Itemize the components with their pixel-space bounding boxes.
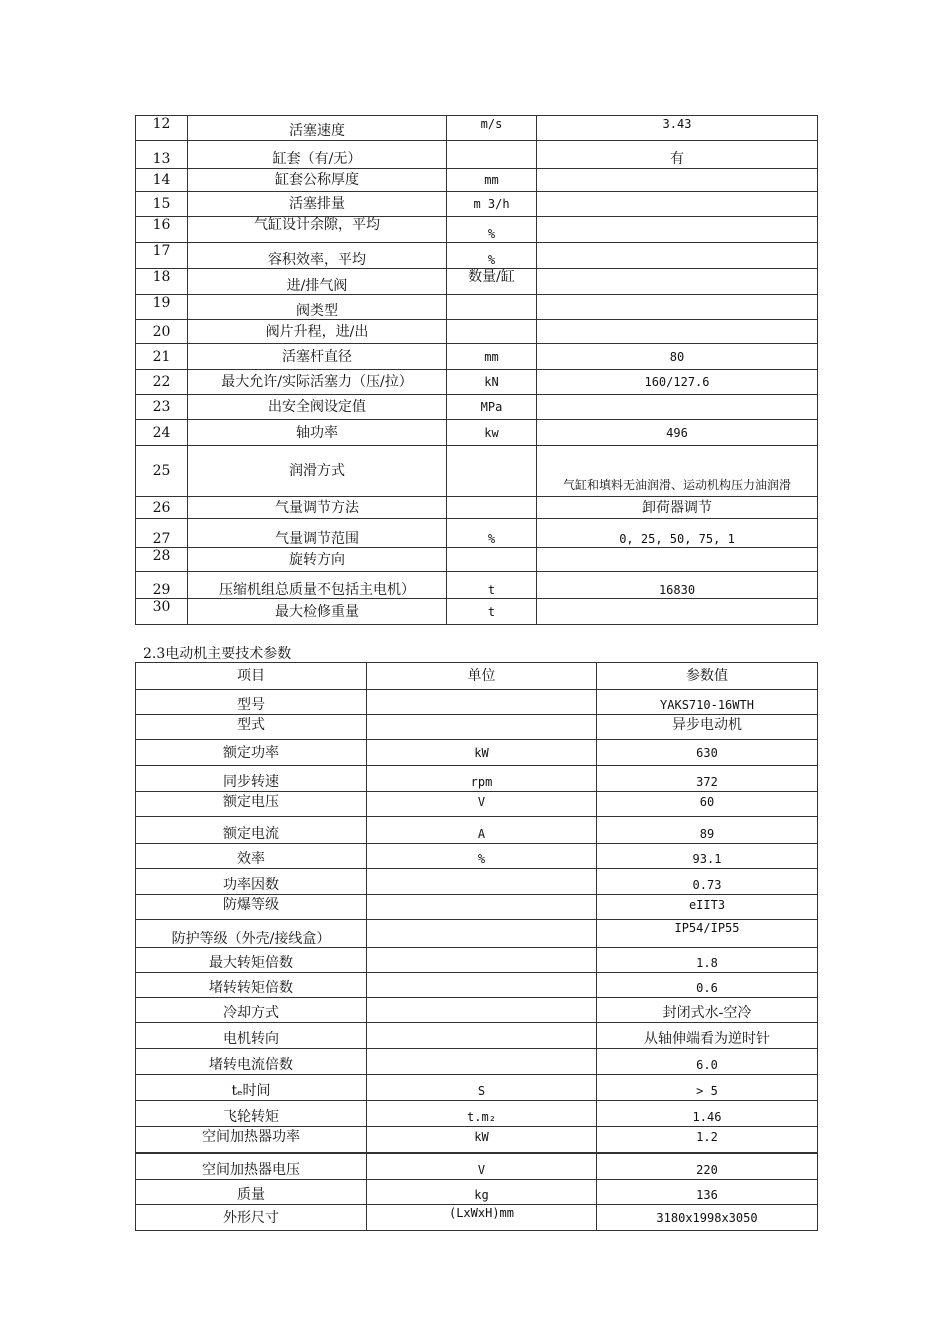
row-unit: (LxWxH)mm xyxy=(367,1205,597,1231)
row-value: 3.43 xyxy=(537,116,818,141)
row-value: 136 xyxy=(597,1180,818,1205)
table-row xyxy=(136,792,818,817)
table-row xyxy=(136,116,818,141)
row-unit xyxy=(367,948,597,973)
row-unit: m/s xyxy=(447,116,537,141)
row-unit xyxy=(447,497,537,519)
row-value xyxy=(537,599,818,625)
row-value xyxy=(537,217,818,243)
row-item: 阀类型 xyxy=(188,295,447,320)
row-item: 缸套公称厚度 xyxy=(188,169,447,192)
row-number: 30 xyxy=(136,599,188,625)
table-row xyxy=(136,141,818,169)
table-row xyxy=(136,1023,818,1049)
row-value: 220 xyxy=(597,1153,818,1180)
table-row xyxy=(136,998,818,1023)
row-value: 卸荷器调节 xyxy=(537,497,818,519)
row-unit: V xyxy=(367,1153,597,1180)
row-unit: MPa xyxy=(447,395,537,420)
row-value: 89 xyxy=(597,817,818,844)
row-value xyxy=(537,243,818,269)
row-value: 160/127.6 xyxy=(537,370,818,395)
row-unit: kw xyxy=(447,420,537,446)
row-item: 额定功率 xyxy=(136,740,367,766)
row-unit xyxy=(447,446,537,497)
table-row xyxy=(136,395,818,420)
row-unit: kW xyxy=(367,740,597,766)
table-row xyxy=(136,1153,818,1180)
row-number: 16 xyxy=(136,217,188,243)
row-item: 额定电压 xyxy=(136,792,367,817)
row-item: tₑ时间 xyxy=(136,1075,367,1101)
row-unit xyxy=(367,920,597,948)
row-value: 16830 xyxy=(537,572,818,599)
table-row xyxy=(136,320,818,344)
table-row xyxy=(136,446,818,497)
table-row xyxy=(136,869,818,895)
row-number: 17 xyxy=(136,243,188,269)
table-row xyxy=(136,519,818,548)
row-unit: S xyxy=(367,1075,597,1101)
row-unit xyxy=(367,690,597,715)
row-item: 出安全阀设定值 xyxy=(188,395,447,420)
row-item: 外形尺寸 xyxy=(136,1205,367,1231)
table-row xyxy=(136,1127,818,1153)
row-number: 15 xyxy=(136,192,188,217)
row-unit xyxy=(367,895,597,920)
row-value: 80 xyxy=(537,344,818,370)
row-item: 气缸设计余隙，平均 xyxy=(188,217,447,243)
table-row xyxy=(136,1101,818,1127)
section-caption: 2.3电动机主要技术参数 xyxy=(143,646,292,662)
table-row xyxy=(136,817,818,844)
row-item: 型式 xyxy=(136,715,367,740)
row-value xyxy=(537,320,818,344)
row-value: YAKS710-16WTH xyxy=(597,690,818,715)
table-row xyxy=(136,269,818,295)
row-item: 气量调节方法 xyxy=(188,497,447,519)
motor-parameters-table xyxy=(135,662,818,1231)
row-unit xyxy=(367,869,597,895)
table-row xyxy=(136,169,818,192)
row-item: 最大检修重量 xyxy=(188,599,447,625)
table-row xyxy=(136,920,818,948)
row-unit: % xyxy=(367,844,597,869)
table-row xyxy=(136,973,818,998)
row-value: 60 xyxy=(597,792,818,817)
row-value: 1.2 xyxy=(597,1127,818,1153)
row-item: 容积效率，平均 xyxy=(188,243,447,269)
row-item: 活塞排量 xyxy=(188,192,447,217)
row-number: 23 xyxy=(136,395,188,420)
row-value xyxy=(537,395,818,420)
header-unit: 单位 xyxy=(367,663,597,690)
row-number: 21 xyxy=(136,344,188,370)
compressor-parameters-table xyxy=(135,115,818,625)
row-unit: A xyxy=(367,817,597,844)
row-unit: V xyxy=(367,792,597,817)
row-number: 12 xyxy=(136,116,188,141)
row-number: 26 xyxy=(136,497,188,519)
table-row xyxy=(136,572,818,599)
row-item: 活塞杆直径 xyxy=(188,344,447,370)
table-row xyxy=(136,1180,818,1205)
row-item: 堵转电流倍数 xyxy=(136,1049,367,1075)
row-value: eIIT3 xyxy=(597,895,818,920)
row-unit: % xyxy=(447,243,537,269)
row-value xyxy=(537,192,818,217)
row-value: 630 xyxy=(597,740,818,766)
row-value: 1.8 xyxy=(597,948,818,973)
row-value: 封闭式水-空冷 xyxy=(597,998,818,1023)
table-row xyxy=(136,599,818,625)
row-unit xyxy=(447,548,537,572)
row-value: 1.46 xyxy=(597,1101,818,1127)
table-row xyxy=(136,497,818,519)
row-value: > 5 xyxy=(597,1075,818,1101)
row-value: 0.6 xyxy=(597,973,818,998)
row-value xyxy=(537,548,818,572)
row-unit xyxy=(367,998,597,1023)
table-row xyxy=(136,948,818,973)
row-unit xyxy=(367,973,597,998)
row-value: 气缸和填料无油润滑、运动机构压力油润滑 xyxy=(537,446,818,497)
header-item: 项目 xyxy=(136,663,367,690)
row-item: 活塞速度 xyxy=(188,116,447,141)
table-row xyxy=(136,192,818,217)
row-value xyxy=(537,295,818,320)
row-unit: t.m₂ xyxy=(367,1101,597,1127)
row-item: 最大允许/实际活塞力（压/拉） xyxy=(188,370,447,395)
row-item: 堵转转矩倍数 xyxy=(136,973,367,998)
row-value: IP54/IP55 xyxy=(597,920,818,948)
row-item: 旋转方向 xyxy=(188,548,447,572)
row-number: 29 xyxy=(136,572,188,599)
row-value: 0, 25, 50, 75, 1 xyxy=(537,519,818,548)
row-item: 最大转矩倍数 xyxy=(136,948,367,973)
row-unit: kg xyxy=(367,1180,597,1205)
row-unit: % xyxy=(447,217,537,243)
row-unit xyxy=(367,715,597,740)
row-value: 3180x1998x3050 xyxy=(597,1205,818,1231)
table-row xyxy=(136,370,818,395)
row-unit xyxy=(447,320,537,344)
row-number: 22 xyxy=(136,370,188,395)
row-value: 有 xyxy=(537,141,818,169)
row-item: 防护等级（外壳/接线盒） xyxy=(136,920,367,948)
table-row xyxy=(136,217,818,243)
row-number: 19 xyxy=(136,295,188,320)
table-row xyxy=(136,1205,818,1231)
table-row xyxy=(136,344,818,370)
header-value: 参数值 xyxy=(597,663,818,690)
row-number: 24 xyxy=(136,420,188,446)
table-header-row xyxy=(136,663,818,690)
row-value: 496 xyxy=(537,420,818,446)
row-value: 从轴伸端看为逆时针 xyxy=(597,1023,818,1049)
row-unit xyxy=(367,1023,597,1049)
row-unit: kN xyxy=(447,370,537,395)
row-value: 6.0 xyxy=(597,1049,818,1075)
row-unit: 数量/缸 xyxy=(447,269,537,295)
row-item: 润滑方式 xyxy=(188,446,447,497)
row-item: 防爆等级 xyxy=(136,895,367,920)
table-row xyxy=(136,548,818,572)
row-number: 20 xyxy=(136,320,188,344)
row-item: 冷却方式 xyxy=(136,998,367,1023)
row-value: 372 xyxy=(597,766,818,792)
table-row xyxy=(136,1075,818,1101)
row-number: 28 xyxy=(136,548,188,572)
row-value: 0.73 xyxy=(597,869,818,895)
table-row xyxy=(136,740,818,766)
row-item: 进/排气阀 xyxy=(188,269,447,295)
row-item: 压缩机组总质量不包括主电机） xyxy=(188,572,447,599)
table-row xyxy=(136,766,818,792)
row-item: 电机转向 xyxy=(136,1023,367,1049)
row-number: 13 xyxy=(136,141,188,169)
row-unit: mm xyxy=(447,344,537,370)
table-row xyxy=(136,295,818,320)
table-row xyxy=(136,844,818,869)
row-item: 功率因数 xyxy=(136,869,367,895)
table-row xyxy=(136,715,818,740)
row-item: 型号 xyxy=(136,690,367,715)
row-unit: % xyxy=(447,519,537,548)
row-item: 阀片升程，进/出 xyxy=(188,320,447,344)
table-row xyxy=(136,895,818,920)
table-row xyxy=(136,690,818,715)
row-item: 缸套（有/无） xyxy=(188,141,447,169)
row-item: 质量 xyxy=(136,1180,367,1205)
row-unit: rpm xyxy=(367,766,597,792)
row-item: 额定电流 xyxy=(136,817,367,844)
row-item: 空间加热器功率 xyxy=(136,1127,367,1153)
row-unit: kW xyxy=(367,1127,597,1153)
row-item: 空间加热器电压 xyxy=(136,1153,367,1180)
row-item: 效率 xyxy=(136,844,367,869)
row-value: 异步电动机 xyxy=(597,715,818,740)
table-row xyxy=(136,1049,818,1075)
row-unit: t xyxy=(447,599,537,625)
row-value xyxy=(537,269,818,295)
row-item: 飞轮转矩 xyxy=(136,1101,367,1127)
row-unit: m 3/h xyxy=(447,192,537,217)
row-unit xyxy=(367,1049,597,1075)
table-row xyxy=(136,243,818,269)
row-number: 18 xyxy=(136,269,188,295)
row-number: 27 xyxy=(136,519,188,548)
row-unit: mm xyxy=(447,169,537,192)
row-unit xyxy=(447,141,537,169)
row-item: 气量调节范围 xyxy=(188,519,447,548)
table-row xyxy=(136,420,818,446)
row-item: 同步转速 xyxy=(136,766,367,792)
row-unit: t xyxy=(447,572,537,599)
row-unit xyxy=(447,295,537,320)
row-item: 轴功率 xyxy=(188,420,447,446)
row-value xyxy=(537,169,818,192)
row-number: 25 xyxy=(136,446,188,497)
row-value: 93.1 xyxy=(597,844,818,869)
row-number: 14 xyxy=(136,169,188,192)
